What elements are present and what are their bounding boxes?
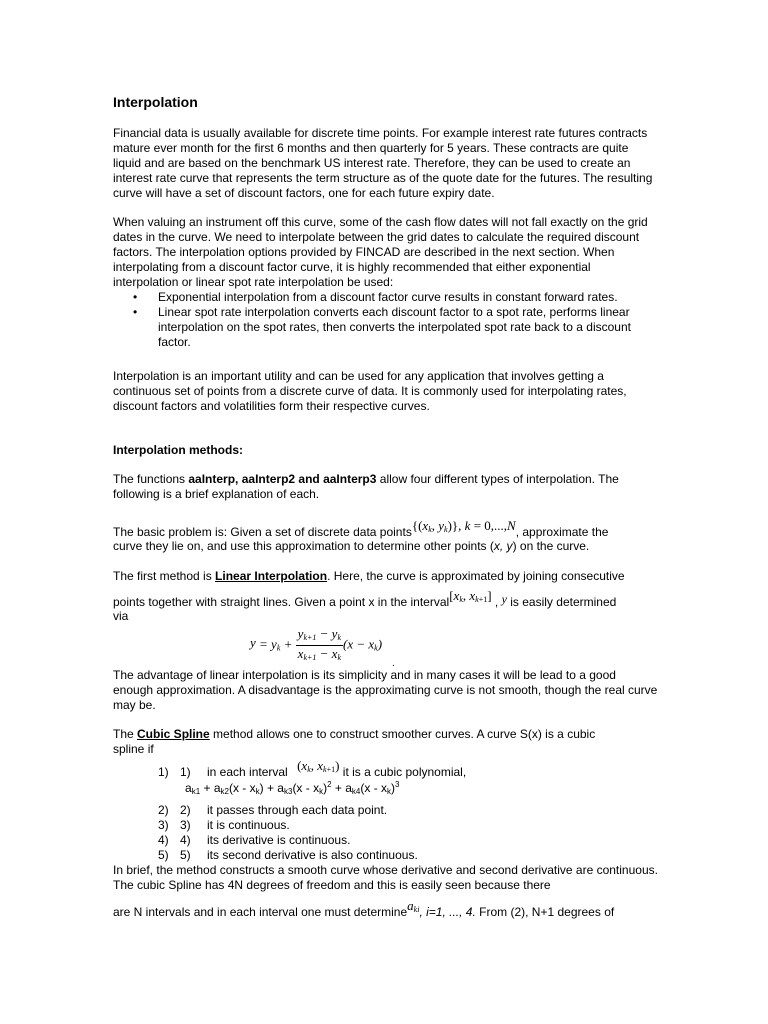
bullet-item: • Linear spot rate interpolation converts each discount factor to a spot rate, performs linear interpolation on the spot rates, then converts the interpolated spot rate back to a discount factor. bbox=[130, 305, 660, 350]
linear-line2: points together with straight lines. Given a point x in the $interval[x_k$, $x_{k+1}$] , y is easily determined bbox=[113, 588, 617, 609]
page-title: Interpolation bbox=[113, 94, 198, 110]
intro-paragraph: Financial data is usually available for discrete time points. For example interest rate futures contracts mature ever month for the first 6 months and then quarterly for 5 years. These contracts are quite liquid and are based on the benchmark US interest rate. Therefore, they can be used to create an interest rate curve that represents the term structure as of the quote date for the futures. The resulting curve will have a set of discount factors, one for each future expiry date. bbox=[113, 126, 653, 200]
function-names: aaInterp, aaInterp2 and aaInterp3 bbox=[188, 472, 377, 486]
advantage-paragraph: The advantage of linear interpolation is its simplicity and in many cases it will be lead to a good enough approximation. A disadvantage is the approximating curve is not smooth, though the real curve may be. bbox=[113, 668, 658, 712]
linear-line3: via bbox=[113, 609, 129, 623]
interpolation-bullets bbox=[130, 290, 660, 350]
intervals-line: are N intervals and in each interval one must determinea$_{ki}$, i=1, ..., 4. From (2), N+1 degrees of bbox=[113, 898, 615, 919]
utility-paragraph: Interpolation is an important utility and can be used for any application that involves getting a continuous set of points from a discrete curve of data. It is commonly used for interpolating rates, discount factors and volatilities form their respective curves. bbox=[113, 369, 627, 413]
coefficient-formula: $a_{ki}$ bbox=[407, 898, 420, 914]
linear-interpolation-link[interactable]: Linear Interpolation bbox=[215, 569, 328, 583]
linear-formula: $y = y_k$ + $\frac{y_{k+1} - y_k}{x_{k+1} - x_k}$ $(x - x_k)$ bbox=[250, 626, 383, 662]
functions-paragraph: The functions aaInterp, aaInterp2 and aaInterp3 allow four different types of interpolation. The following is a brief explanation of each. bbox=[113, 472, 619, 501]
cubic-line1: The Cubic Spline method allows one to construct smoother curves. A curve S(x) is a cubic bbox=[113, 727, 596, 741]
valuing-paragraph: When valuing an instrument off this curve, some of the cash flow dates will not fall exactly on the grid dates in the curve. We need to interpolate between the grid dates to calculate the required discount factors. The interpolation options provided by FINCAD are described in the next section. When interpolating from a discount factor curve, it is highly recommended that either exponential interpolation or linear spot rate interpolation be used: bbox=[113, 215, 648, 289]
cubic-item: 3) 3) it is continuous. bbox=[158, 818, 290, 832]
cubic-spline-link[interactable]: Cubic Spline bbox=[137, 727, 210, 741]
interval-open-formula: ($x_k$, $x_{k+1}$) bbox=[297, 758, 340, 774]
cubic-line2: spline if bbox=[113, 742, 154, 756]
cubic-item: 1) 1) in each interval ($x_k$, $x_{k+1}$) it is a cubic polynomial, bbox=[158, 758, 467, 779]
cubic-item: 4) 4) its derivative is continuous. bbox=[158, 833, 351, 847]
bullet-item: • Exponential interpolation from a discount factor curve results in constant forward rates. bbox=[130, 290, 660, 305]
cubic-item: 2) 2) it passes through each data point. bbox=[158, 803, 388, 817]
interval-formula: [$x_k$, $x_{k+1}$] bbox=[449, 588, 492, 604]
in-brief-paragraph: In brief, the method constructs a smooth curve whose derivative and second derivative are continuous. The cubic Spline has 4N degrees of freedom and this is easily seen because there bbox=[113, 863, 658, 892]
basic-problem-line2: curve they lie on, and use this approximation to determine other points (x, y) on the curve. bbox=[113, 539, 590, 553]
formula-period: . bbox=[392, 658, 395, 669]
cubic-item: 5) 5) its second derivative is also continuous. bbox=[158, 848, 418, 862]
methods-heading: Interpolation methods: bbox=[113, 443, 243, 457]
basic-problem-line1: The basic problem is: Given a set of discrete data $points\{(x_k$, $y_k$)}, k = 0,...,N, approximate the bbox=[113, 518, 609, 539]
cubic-polynomial-formula: $a_{k1} + a_{k2}(x - x_k) + a_{k3}(x - x_k)^2 + a_{k4}(x - x_k)^3$ bbox=[185, 780, 400, 796]
linear-line1: The first method is Linear Interpolation. Here, the curve is approximated by joining consecutive bbox=[113, 569, 625, 583]
data-points-formula: {($x_k$, $y_k$)}, k = 0,...,N bbox=[411, 518, 516, 534]
